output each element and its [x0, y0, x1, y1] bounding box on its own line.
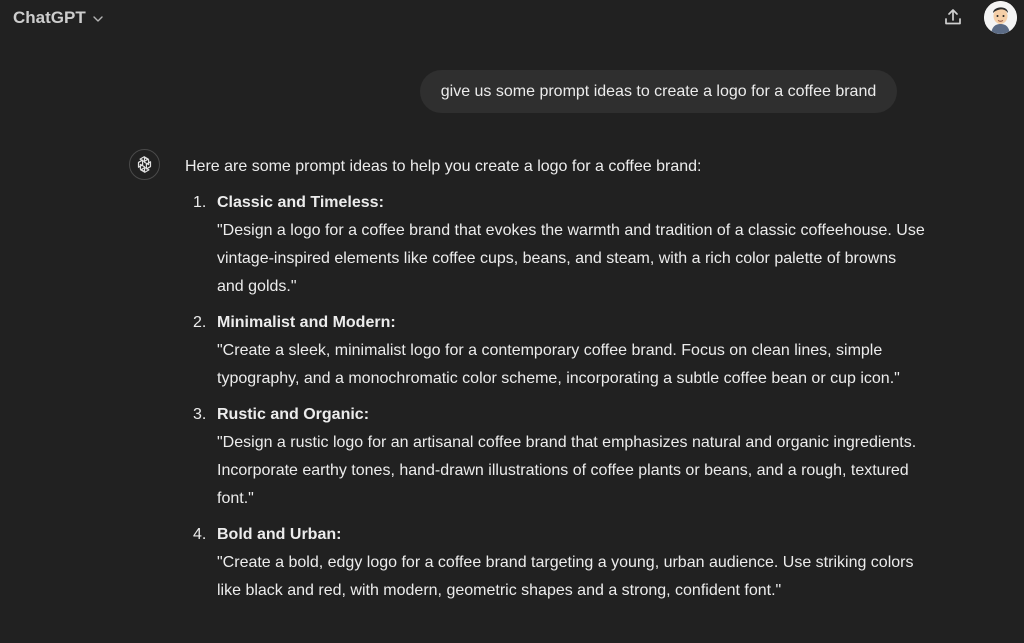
share-icon: [943, 7, 963, 27]
idea-text: "Create a bold, edgy logo for a coffee brand targeting a young, urban audience. Use striking colors like black and red, with modern, geometric shapes and a strong, confident font.": [217, 554, 914, 599]
openai-logo-icon: [129, 149, 160, 180]
list-number: 3.: [193, 406, 207, 423]
idea-title: Minimalist and Modern:: [217, 314, 396, 331]
prompt-ideas-list: [185, 189, 925, 605]
idea-text: "Design a logo for a coffee brand that evokes the warmth and tradition of a classic coffeehouse. Use vintage-inspired elements like coffee cups, beans, and steam, with a rich color palette of browns and golds.": [217, 222, 925, 295]
share-button[interactable]: [940, 4, 966, 30]
model-switcher[interactable]: [13, 6, 104, 30]
idea-text: "Design a rustic logo for an artisanal coffee brand that emphasizes natural and organic ingredients. Incorporate earthy tones, hand-drawn illustrations of coffee plants or beans, and a rough, textured font.": [217, 434, 917, 507]
user-avatar[interactable]: [984, 1, 1017, 34]
list-item: [185, 189, 925, 301]
list-item: [185, 521, 925, 605]
top-bar: [0, 0, 1024, 36]
user-message-text: give us some prompt ideas to create a logo for a coffee brand: [440, 82, 877, 100]
idea-title: Rustic and Organic:: [217, 406, 370, 423]
list-number: 2.: [193, 314, 207, 331]
user-message-bubble: [420, 70, 897, 113]
response-intro: Here are some prompt ideas to help you create a logo for a coffee brand:: [185, 158, 702, 175]
list-item: [185, 309, 925, 393]
idea-title: Classic and Timeless:: [217, 194, 384, 211]
assistant-response: [185, 153, 925, 613]
idea-title: Bold and Urban:: [217, 526, 342, 543]
chevron-down-icon: [92, 12, 104, 24]
list-item: [185, 401, 925, 513]
model-name: ChatGPT: [13, 8, 86, 27]
list-number: 4.: [193, 526, 207, 543]
list-number: 1.: [193, 194, 207, 211]
idea-text: "Create a sleek, minimalist logo for a contemporary coffee brand. Focus on clean lines, simple typography, and a monochromatic color scheme, incorporating a subtle coffee bean or cup icon.": [217, 342, 900, 387]
